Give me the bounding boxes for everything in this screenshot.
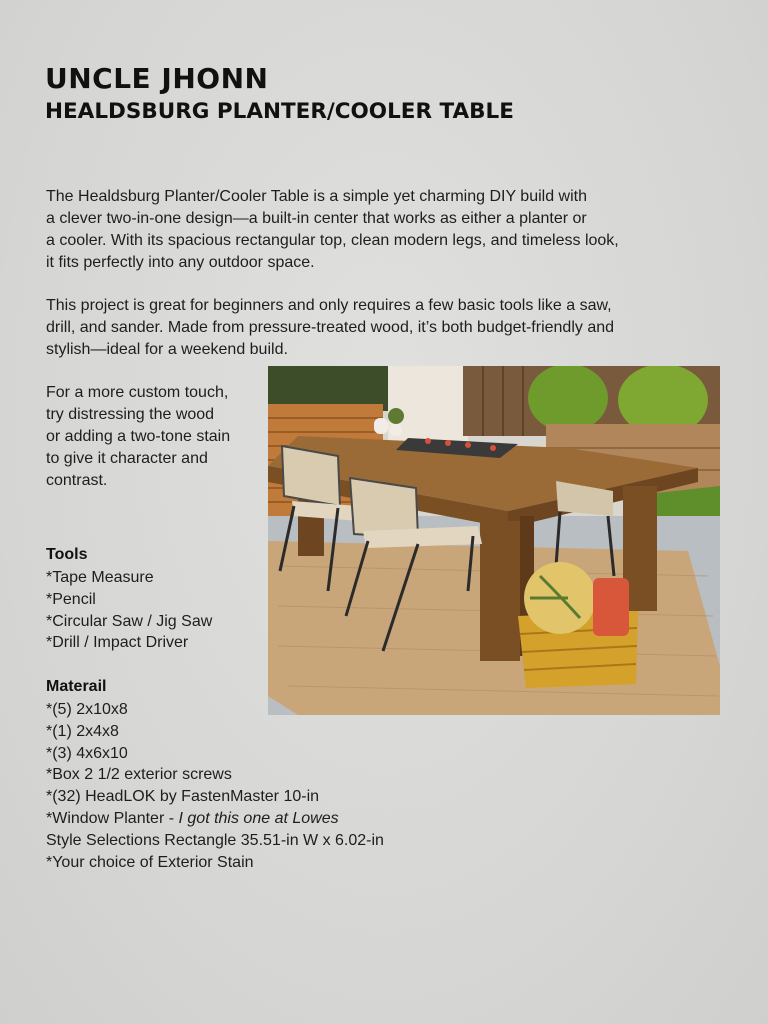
text-line: a clever two-in-one design—a built-in center that works as either a planter or [46,210,587,227]
text-line: contrast. [46,472,108,489]
materials-heading: Materail [46,678,107,695]
intro-paragraph [46,186,726,274]
list-item: *(32) HeadLOK by FastenMaster 10-in [46,788,320,806]
tools-heading: Tools [46,546,88,563]
table-photo [268,366,720,715]
list-item: *Box 2 1/2 exterior screws [46,766,232,784]
list-item-planter [46,808,384,830]
list-item: *(5) 2x10x8 [46,701,128,718]
text-line: drill, and sander. Made from pressure-treated wood, it’s both budget-friendly and [46,319,615,336]
page-title: HEALDSBURG PLANTER/COOLER TABLE [45,99,514,124]
list-item: *(1) 2x4x8 [46,722,119,740]
text-line: This project is great for beginners and only requires a few basic tools like a saw, [46,297,612,314]
text-line: stylish—ideal for a weekend build. [46,341,288,358]
list-item: *Drill / Impact Driver [46,634,189,652]
list-item: *Your choice of Exterior Stain [46,853,254,871]
tools-list [46,567,212,654]
materials-list [46,699,384,873]
custom-touch-paragraph [46,382,266,492]
planter-note: I got this one at Lowes [178,809,339,827]
text-line: try distressing the wood [46,406,215,423]
list-item: *(3) 4x6x10 [46,744,128,762]
text-line: The Healdsburg Planter/Cooler Table is a simple yet charming DIY build with [46,188,588,205]
brand-name: UNCLE JHONN [45,62,269,95]
text-line: to give it character and [46,450,208,467]
text-line: it fits perfectly into any outdoor space. [46,254,315,271]
text-line: a cooler. With its spacious rectangular top, clean modern legs, and timeless look, [46,232,619,249]
text-line: For a more custom touch, [46,384,229,401]
list-item: *Circular Saw / Jig Saw [46,612,213,630]
list-item: *Tape Measure [46,569,154,586]
planter-label: *Window Planter - [46,809,179,827]
list-item: *Pencil [46,590,96,608]
list-item-planter-detail: Style Selections Rectangle 35.51-in W x 6.02-in [46,831,384,849]
text-line: or adding a two-tone stain [46,428,231,445]
beginner-paragraph [46,295,726,361]
